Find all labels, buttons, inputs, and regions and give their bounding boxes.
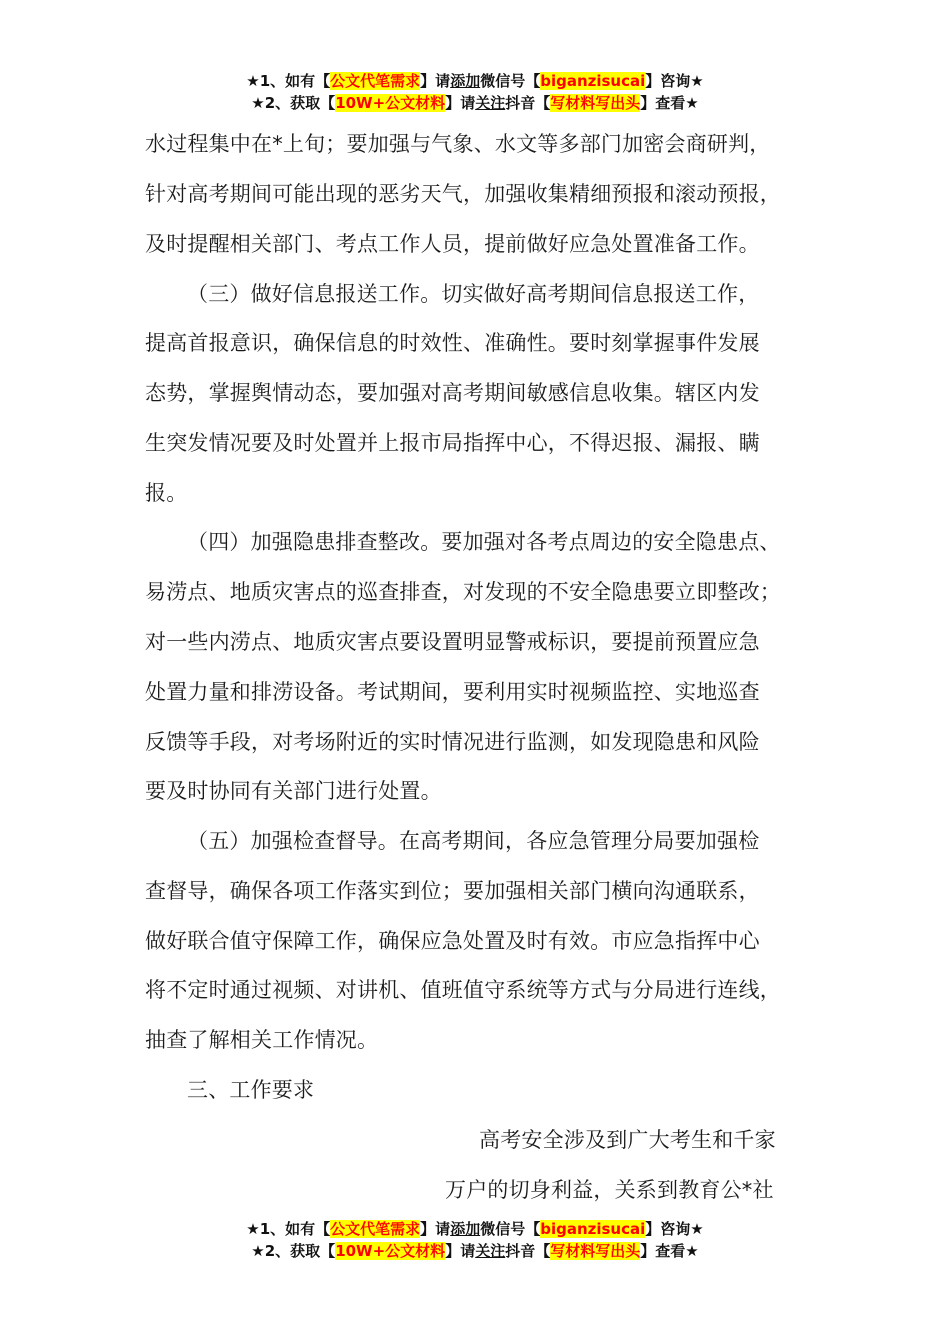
- highlight-douyin: 写材料写出头: [550, 1242, 641, 1260]
- body-line: 报。: [145, 481, 188, 505]
- banner-text: ★1、如有【: [246, 1220, 331, 1238]
- body-line: 水过程集中在*上旬；要加强与气象、水文等多部门加密会商研判，: [145, 132, 771, 156]
- top-banner: [0, 70, 950, 114]
- banner-text: 】请: [445, 1242, 476, 1260]
- body-line: 及时提醒相关部门、考点工作人员，提前做好应急处置准备工作。: [145, 232, 760, 256]
- banner-line-2: [0, 1240, 950, 1262]
- banner-text: ★1、如有【: [246, 72, 331, 90]
- body-line: 反馈等手段，对考场附近的实时情况进行监测，如发现隐患和风险: [145, 730, 760, 754]
- body-line: 做好联合值守保障工作，确保应急处置及时有效。市应急指挥中心: [145, 929, 760, 953]
- banner-text: ★2、获取【: [251, 94, 336, 112]
- banner-text: 抖音【: [505, 94, 551, 112]
- body-line: 抽查了解相关工作情况。: [145, 1028, 379, 1052]
- banner-text: 抖音【: [505, 1242, 551, 1260]
- bottom-banner: [0, 1218, 950, 1262]
- highlight-service: 公文代笔需求: [330, 72, 421, 90]
- banner-line-2: [0, 92, 950, 114]
- body-line: 提高首报意识，确保信息的时效性、准确性。要时刻掌握事件发展: [145, 331, 760, 355]
- underlined-text: 添加: [450, 1220, 481, 1238]
- section-heading-4: （四）加强隐患排查整改。要加强对各考点周边的安全隐患点、: [187, 530, 781, 554]
- body-line: 对一些内涝点、地质灾害点要设置明显警戒标识，要提前预置应急: [145, 630, 760, 654]
- section-heading-3: （三）做好信息报送工作。切实做好高考期间信息报送工作，: [187, 282, 760, 306]
- body-line: 要及时协同有关部门进行处置。: [145, 779, 442, 803]
- banner-text: 】咨询★: [645, 1220, 704, 1238]
- banner-text: 微信号【: [480, 72, 541, 90]
- body-line: 将不定时通过视频、对讲机、值班值守系统等方式与分局进行连线，: [145, 978, 781, 1002]
- body-line: 高考安全涉及到广大考生和千家: [479, 1128, 776, 1152]
- body-line: 处置力量和排涝设备。考试期间，要利用实时视频监控、实地巡查: [145, 680, 760, 704]
- banner-text: 】请: [445, 94, 476, 112]
- body-line: 查督导，确保各项工作落实到位；要加强相关部门横向沟通联系，: [145, 879, 760, 903]
- highlight-materials: 10W+公文材料: [335, 94, 446, 112]
- highlight-materials: 10W+公文材料: [335, 1242, 446, 1260]
- section-heading-5: （五）加强检查督导。在高考期间，各应急管理分局要加强检: [187, 829, 760, 853]
- underlined-text: 关注: [475, 94, 506, 112]
- highlight-wechat-id: biganzisucai: [540, 1220, 646, 1238]
- banner-text: 】咨询★: [645, 72, 704, 90]
- banner-text: 】请: [420, 72, 451, 90]
- underlined-text: 关注: [475, 1242, 506, 1260]
- highlight-douyin: 写材料写出头: [550, 94, 641, 112]
- body-line: 易涝点、地质灾害点的巡查排查，对发现的不安全隐患要立即整改；: [145, 580, 781, 604]
- body-line: 针对高考期间可能出现的恶劣天气，加强收集精细预报和滚动预报，: [145, 182, 781, 206]
- banner-text: ★2、获取【: [251, 1242, 336, 1260]
- banner-line-1: [0, 1218, 950, 1240]
- body-line: 万户的切身利益，关系到教育公*社: [445, 1178, 774, 1202]
- body-line: 生突发情况要及时处置并上报市局指挥中心，不得迟报、漏报、瞒: [145, 431, 760, 455]
- underlined-text: 添加: [450, 72, 481, 90]
- banner-text: 】请: [420, 1220, 451, 1238]
- banner-text: 】查看★: [640, 1242, 699, 1260]
- banner-line-1: [0, 70, 950, 92]
- body-line: 态势，掌握舆情动态，要加强对高考期间敏感信息收集。辖区内发: [145, 381, 760, 405]
- banner-text: 微信号【: [480, 1220, 541, 1238]
- banner-text: 】查看★: [640, 94, 699, 112]
- highlight-service: 公文代笔需求: [330, 1220, 421, 1238]
- highlight-wechat-id: biganzisucai: [540, 72, 646, 90]
- section-heading-requirements: 三、工作要求: [187, 1078, 315, 1102]
